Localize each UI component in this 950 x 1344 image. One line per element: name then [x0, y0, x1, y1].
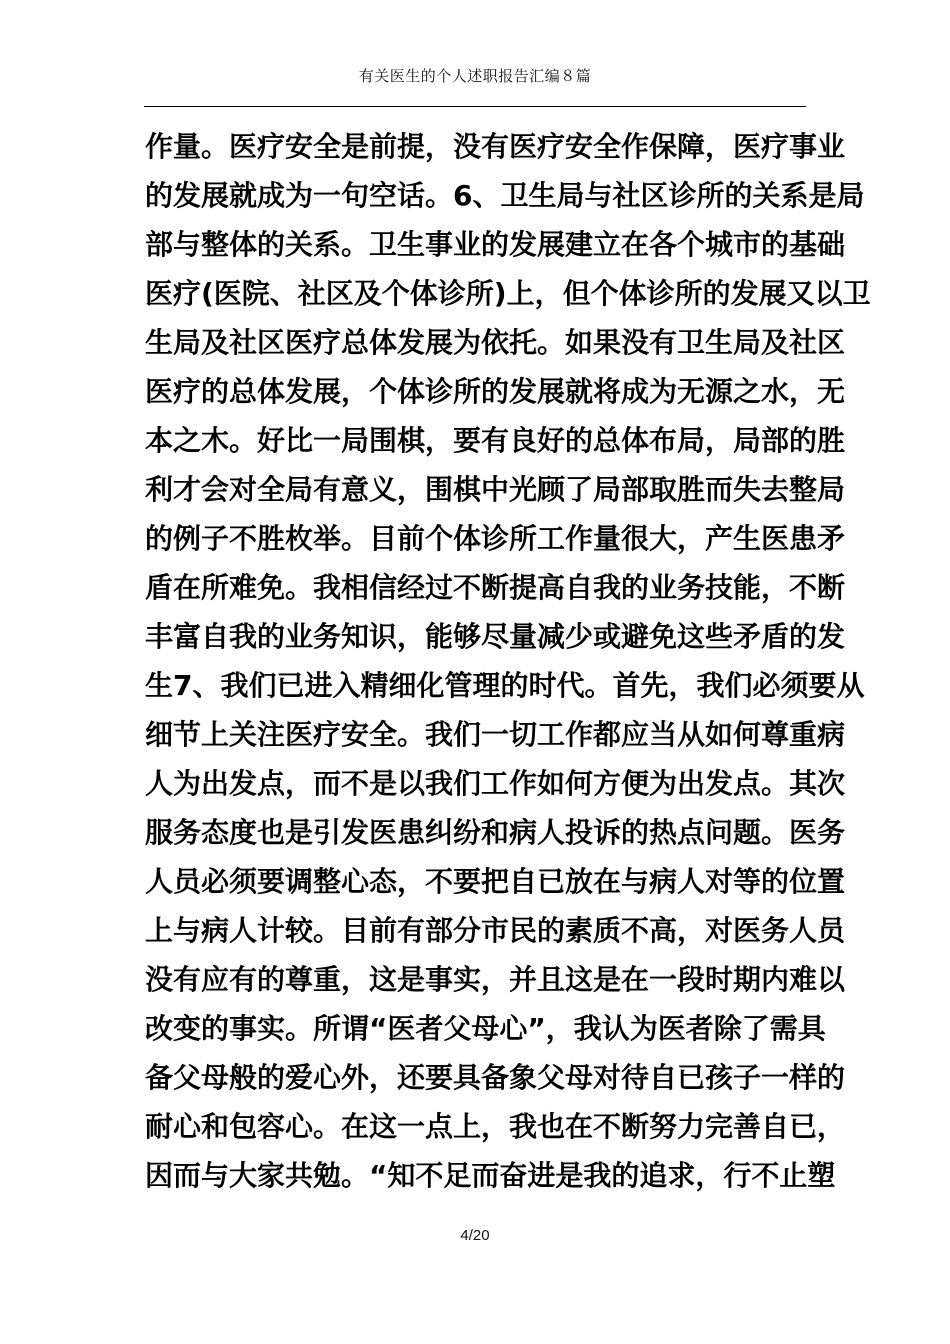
page-header-title: 有关医生的个人述职报告汇编８篇 — [358, 67, 592, 85]
body-line: 丰富自我的业务知识，能够尽量减少或避免这些矛盾的发 — [145, 620, 846, 653]
body-line: 利才会对全局有意义，围棋中光顾了局部取胜而失去整局 — [145, 473, 846, 506]
body-line: 人员必须要调整心态，不要把自已放在与病人对等的位置 — [145, 865, 846, 898]
body-line: 盾在所难免。我相信经过不断提高自我的业务技能，不断 — [145, 571, 846, 604]
body-line: 作量。医疗安全是前提，没有医疗安全作保障，医疗事业 — [145, 130, 846, 163]
body-line: 的发展就成为一句空话。6、卫生局与社区诊所的关系是局 — [145, 179, 865, 212]
body-line: 部与整体的关系。卫生事业的发展建立在各个城市的基础 — [145, 228, 846, 261]
body-line: 医疗(医院、社区及个体诊所)上，但个体诊所的发展又以卫 — [145, 277, 871, 310]
body-line: 人为出发点，而不是以我们工作如何方便为出发点。其次 — [145, 767, 846, 800]
header-divider — [144, 106, 806, 107]
body-line: 耐心和包容心。在这一点上，我也在不断努力完善自已， — [145, 1110, 846, 1143]
body-line: 因而与大家共勉。“知不足而奋进是我的追求，行不止塑 — [145, 1159, 836, 1192]
body-line: 上与病人计较。目前有部分市民的素质不高，对医务人员 — [145, 914, 846, 947]
body-line: 没有应有的尊重，这是事实，并且这是在一段时期内难以 — [145, 963, 846, 996]
page-number: 4/20 — [460, 1227, 490, 1244]
body-line: 生局及社区医疗总体发展为依托。如果没有卫生局及社区 — [145, 326, 846, 359]
body-line: 的例子不胜枚举。目前个体诊所工作量很大，产生医患矛 — [145, 522, 846, 555]
body-line: 服务态度也是引发医患纠纷和病人投诉的热点问题。医务 — [145, 816, 846, 849]
body-line: 本之木。好比一局围棋，要有良好的总体布局，局部的胜 — [145, 424, 846, 457]
body-line: 细节上关注医疗安全。我们一切工作都应当从如何尊重病 — [145, 718, 846, 751]
body-line: 改变的事实。所谓“医者父母心”，我认为医者除了需具 — [145, 1012, 826, 1045]
body-line: 备父母般的爱心外，还要具备象父母对待自已孩子一样的 — [145, 1061, 846, 1094]
body-line: 生7、我们已进入精细化管理的时代。首先，我们必须要从 — [145, 669, 865, 702]
body-line: 医疗的总体发展，个体诊所的发展就将成为无源之水，无 — [145, 375, 846, 408]
